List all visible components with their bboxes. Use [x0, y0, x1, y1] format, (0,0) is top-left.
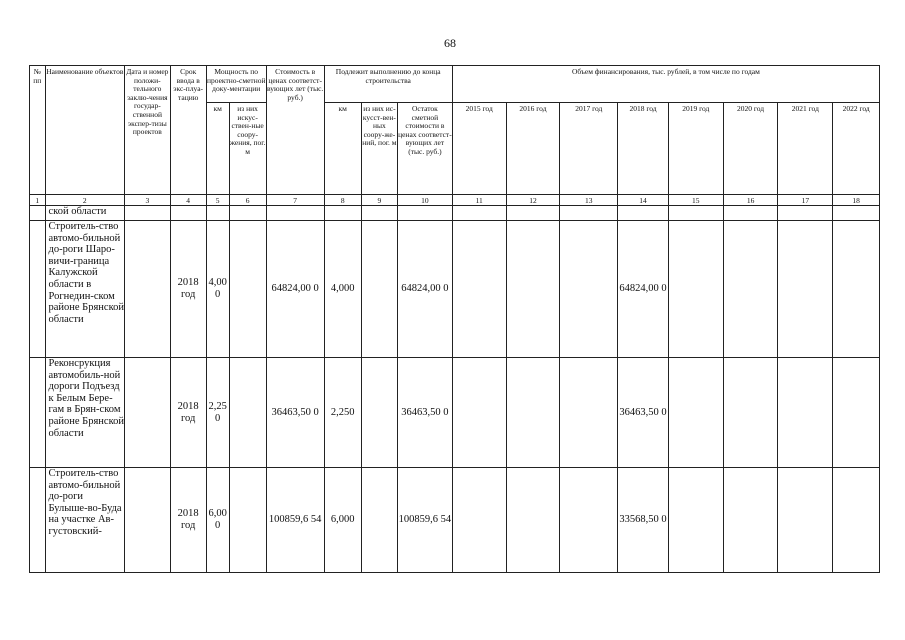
column-number: 9 — [361, 195, 397, 206]
investment-table — [29, 65, 880, 573]
header-year: 2018 год — [618, 103, 669, 195]
column-number: 13 — [560, 195, 618, 206]
column-number: 14 — [618, 195, 669, 206]
column-number: 3 — [125, 195, 170, 206]
header-number: № пп — [30, 66, 46, 195]
cost-value: 64824,00 0 — [266, 221, 324, 358]
header-expertise: Дата и номер положи-тельного заклю-чения государ-ственной экспер-тизы проектов — [125, 66, 170, 195]
continuation-text: ской области — [45, 206, 125, 221]
table-row — [30, 358, 880, 468]
header-cost: Стоимость в ценах соответст-вующих лет (тыс. руб.) — [266, 66, 324, 195]
header-year: 2020 год — [723, 103, 778, 195]
commissioning-term: 2018 год — [170, 468, 206, 573]
header-year: 2016 год — [506, 103, 560, 195]
column-number: 17 — [778, 195, 833, 206]
object-name: Строитель-ство автомо-бильной до-роги Булыше-во-Буда на участке Ав-густовский- — [45, 468, 125, 573]
column-number: 8 — [324, 195, 361, 206]
column-number: 1 — [30, 195, 46, 206]
column-number: 4 — [170, 195, 206, 206]
commissioning-term: 2018 год — [170, 221, 206, 358]
header-year: 2019 год — [668, 103, 723, 195]
capacity-km: 6,00 0 — [206, 468, 229, 573]
column-number: 2 — [45, 195, 125, 206]
header-capacity-artificial: из них искус-ствен-ные соору-жения, пог. м — [229, 103, 266, 195]
remaining-km: 6,000 — [324, 468, 361, 573]
header-funding-group: Объем финансирования, тыс. рублей, в том числе по годам — [452, 66, 879, 103]
remaining-cost: 100859,6 54 — [398, 468, 453, 573]
table-row — [30, 221, 880, 358]
object-name: Строитель-ство автомо-бильной до-роги Шаро-вичи-граница Калужской области в Рогнедин-ском районе Брянской области — [45, 221, 125, 358]
column-number: 10 — [398, 195, 453, 206]
header-remaining-km: км — [324, 103, 361, 195]
column-number: 5 — [206, 195, 229, 206]
header-remaining-group: Подлежит выполнению до конца строительства — [324, 66, 452, 103]
header-remaining-cost: Остаток сметной стоимости в ценах соответст-вующих лет (тыс. руб.) — [398, 103, 453, 195]
table-row — [30, 468, 880, 573]
header-remaining-artificial: из них ис-кусст-вен-ных соору-же-ний, пог. м — [361, 103, 397, 195]
column-number: 7 — [266, 195, 324, 206]
column-number: 6 — [229, 195, 266, 206]
remaining-km: 2,250 — [324, 358, 361, 468]
cost-value: 100859,6 54 — [266, 468, 324, 573]
page-number: 68 — [444, 36, 456, 50]
remaining-cost: 64824,00 0 — [398, 221, 453, 358]
object-name: Реконсрукция автомобиль-ной дороги Подъезд к Белым Бере-гам в Брян-ском районе Брянской области — [45, 358, 125, 468]
header-capacity-group: Мощность по проектно-сметной доку-ментации — [206, 66, 266, 103]
header-commissioning-term: Срок ввода в экс-плуа-тацию — [170, 66, 206, 195]
column-number: 12 — [506, 195, 560, 206]
funding-2018: 36463,50 0 — [618, 358, 669, 468]
funding-2018: 64824,00 0 — [618, 221, 669, 358]
header-year: 2017 год — [560, 103, 618, 195]
capacity-km: 4,00 0 — [206, 221, 229, 358]
capacity-km: 2,25 0 — [206, 358, 229, 468]
remaining-km: 4,000 — [324, 221, 361, 358]
column-numbers-row — [30, 195, 880, 206]
header-year: 2015 год — [452, 103, 506, 195]
funding-2018: 33568,50 0 — [618, 468, 669, 573]
header-capacity-km: км — [206, 103, 229, 195]
cost-value: 36463,50 0 — [266, 358, 324, 468]
continuation-row — [30, 206, 880, 221]
column-number: 15 — [668, 195, 723, 206]
column-number: 16 — [723, 195, 778, 206]
header-year: 2021 год — [778, 103, 833, 195]
column-number: 11 — [452, 195, 506, 206]
column-number: 18 — [833, 195, 880, 206]
header-object-name: Наименование объектов — [45, 66, 125, 195]
header-year: 2022 год — [833, 103, 880, 195]
commissioning-term: 2018 год — [170, 358, 206, 468]
remaining-cost: 36463,50 0 — [398, 358, 453, 468]
